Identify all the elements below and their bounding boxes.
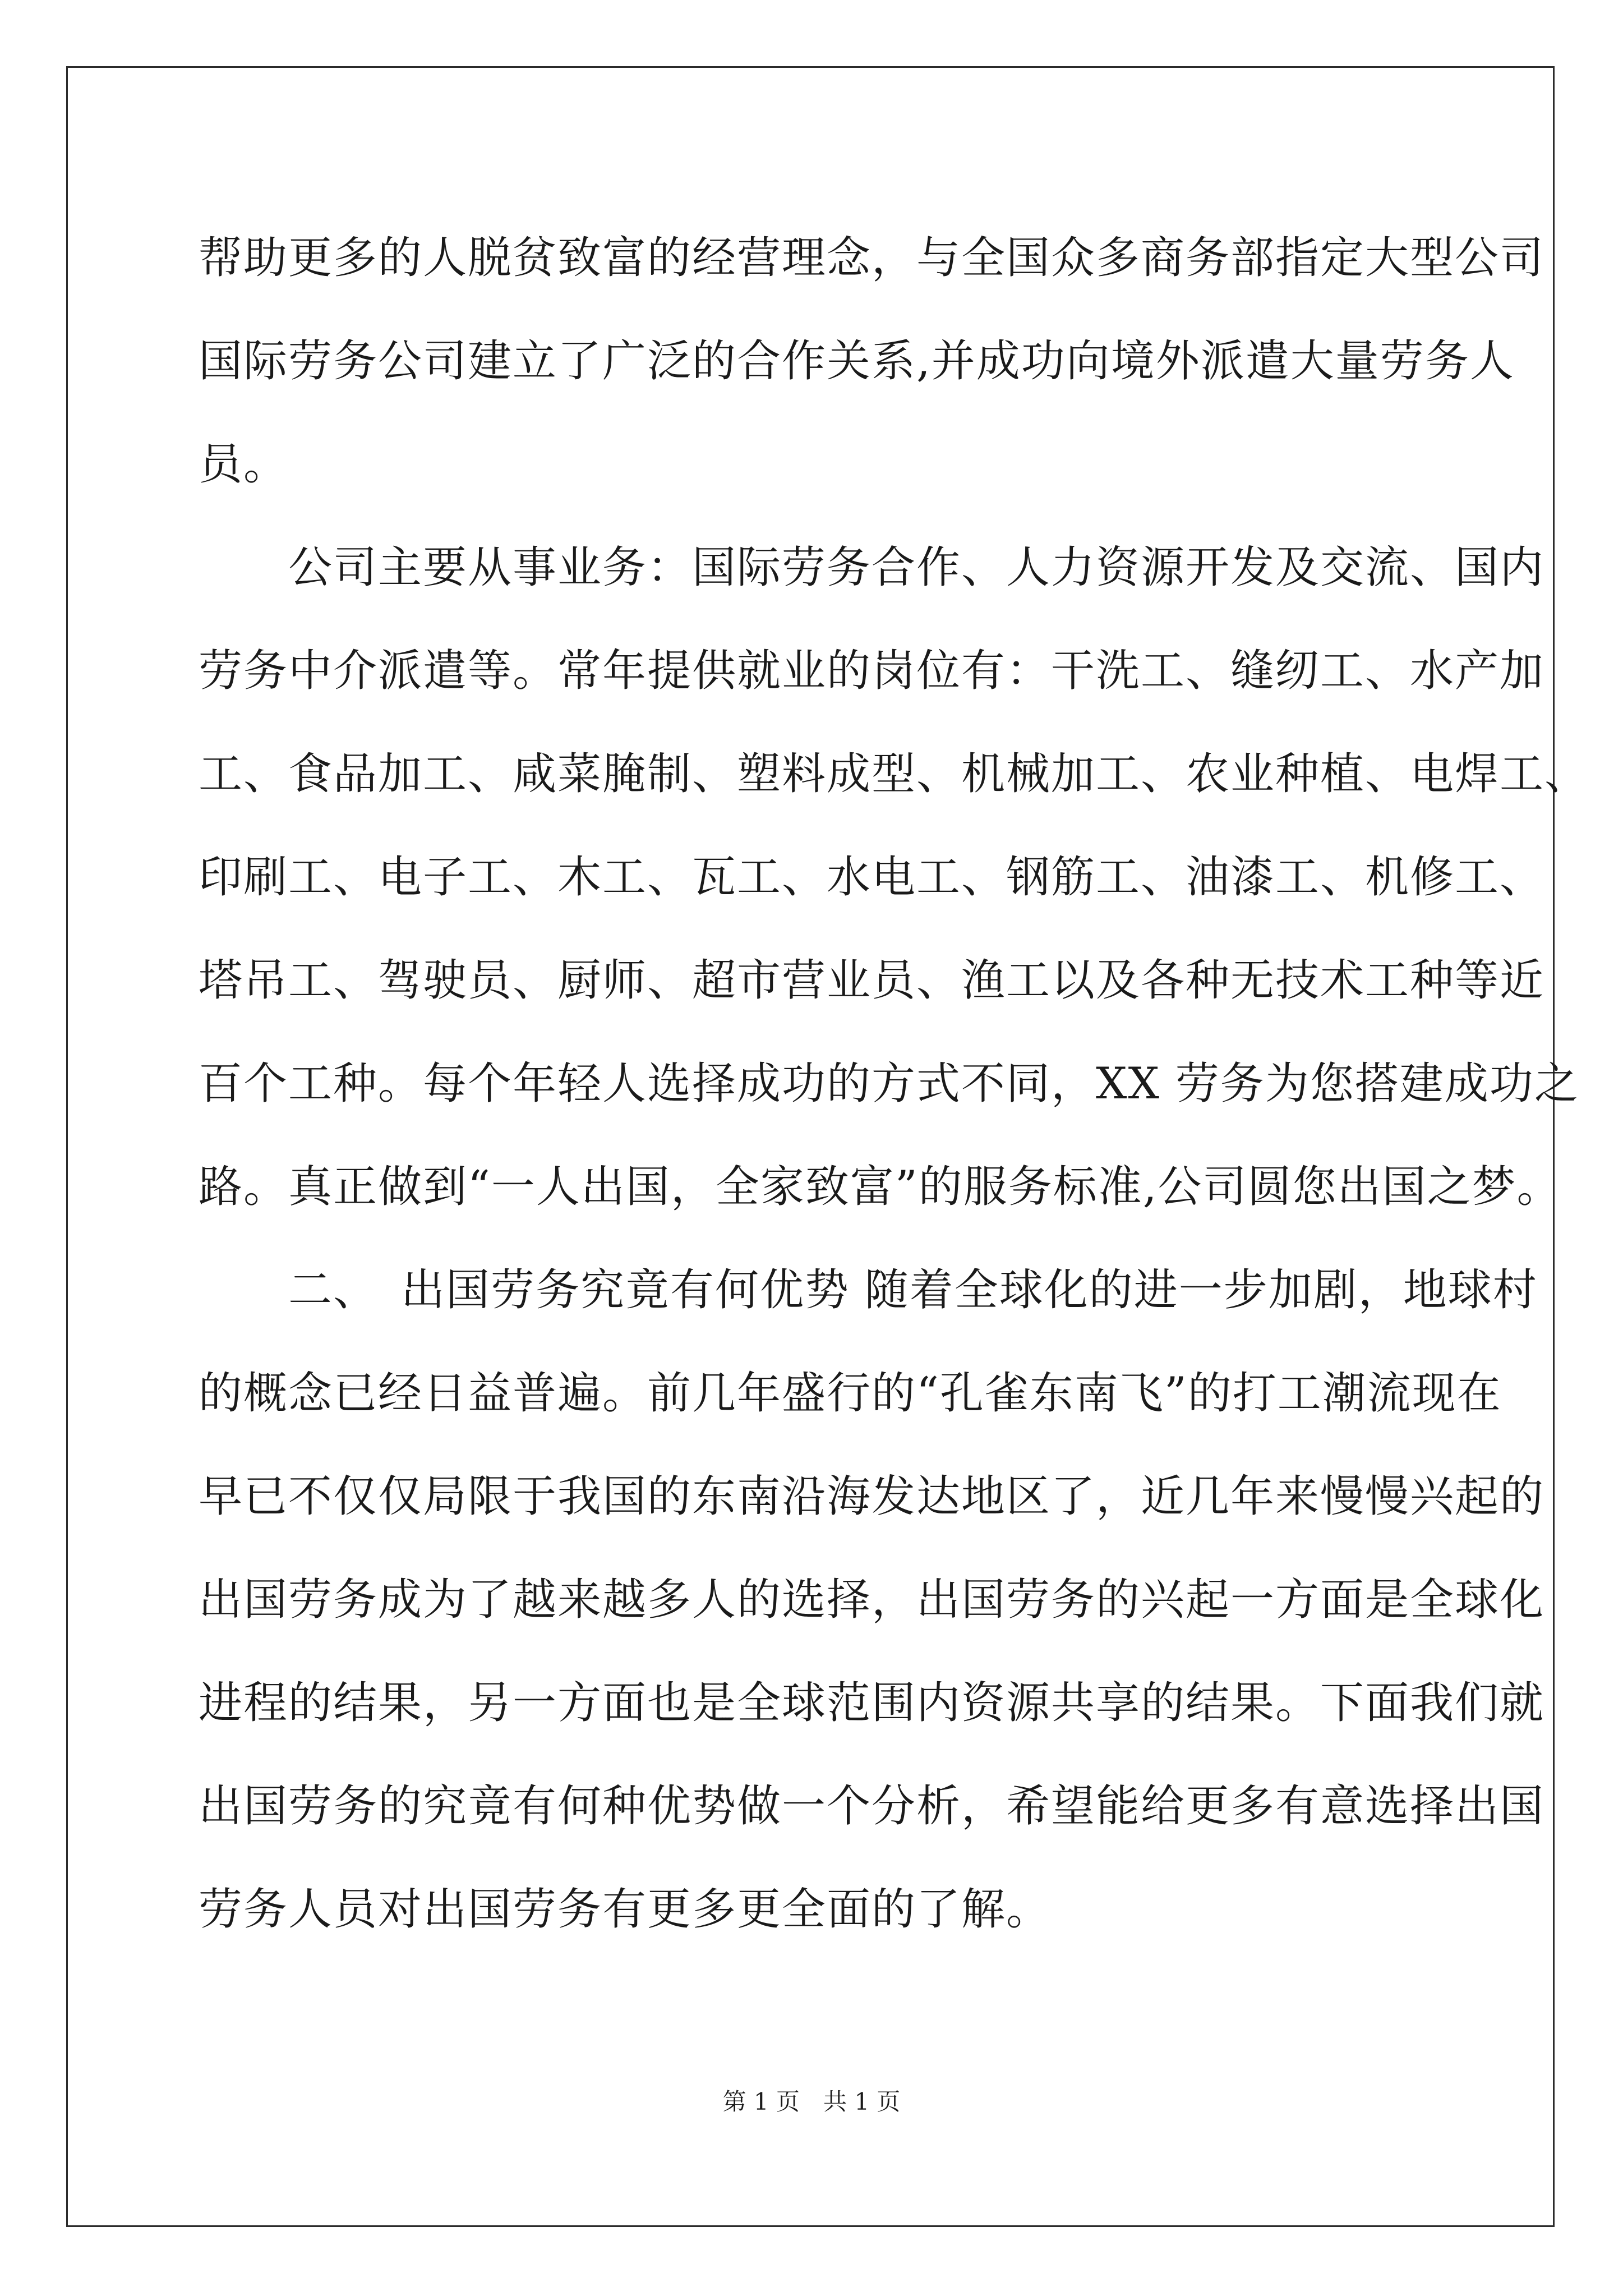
text-line: 进程的结果，另一方面也是全球范围内资源共享的结果。下面我们就 (199, 1678, 1545, 1728)
text-line: 二、 出国劳务究竟有何优势 随着全球化的进一步加剧，地球村 (199, 1265, 1538, 1315)
text-line: 工、食品加工、咸菜腌制、塑料成型、机械加工、农业种植、电焊工、 (199, 749, 1590, 799)
text-line: 劳务中介派遣等。常年提供就业的岗位有：干洗工、缝纫工、水产加 (199, 646, 1545, 696)
text-line: 出国劳务成为了越来越多人的选择，出国劳务的兴起一方面是全球化 (199, 1575, 1545, 1625)
page-footer (0, 2083, 1623, 2117)
text-line: 早已不仅仅局限于我国的东南沿海发达地区了，近几年来慢慢兴起的 (199, 1471, 1545, 1522)
text-line: 印刷工、电子工、木工、瓦工、水电工、钢筋工、油漆工、机修工、 (199, 852, 1545, 903)
text-line: 塔吊工、驾驶员、厨师、超市营业员、渔工以及各种无技术工种等近 (199, 955, 1545, 1006)
text-line: 国际劳务公司建立了广泛的合作关系,并成功向境外派遣大量劳务人 (199, 336, 1515, 386)
text-line: 劳务人员对出国劳务有更多更全面的了解。 (199, 1884, 1052, 1935)
text-line: 员。 (199, 439, 289, 490)
text-line: 的概念已经日益普遍。前几年盛行的“孔雀东南飞”的打工潮流现在 (199, 1368, 1502, 1419)
text-line: 公司主要从事业务：国际劳务合作、人力资源开发及交流、国内 (199, 542, 1545, 593)
text-line: 百个工种。每个年轻人选择成功的方式不同，XX 劳务为您搭建成功之 (199, 1059, 1579, 1109)
text-line: 路。真正做到“一人出国，全家致富”的服务标准,公司圆您出国之梦。 (199, 1162, 1562, 1212)
text-line: 出国劳务的究竟有何种优势做一个分析，希望能给更多有意选择出国 (199, 1781, 1545, 1832)
text-line: 帮助更多的人脱贫致富的经营理念，与全国众多商务部指定大型公司 (199, 233, 1545, 283)
document-body (199, 206, 1590, 1961)
page-number: 第 1 页 共 1 页 (722, 2088, 901, 2115)
